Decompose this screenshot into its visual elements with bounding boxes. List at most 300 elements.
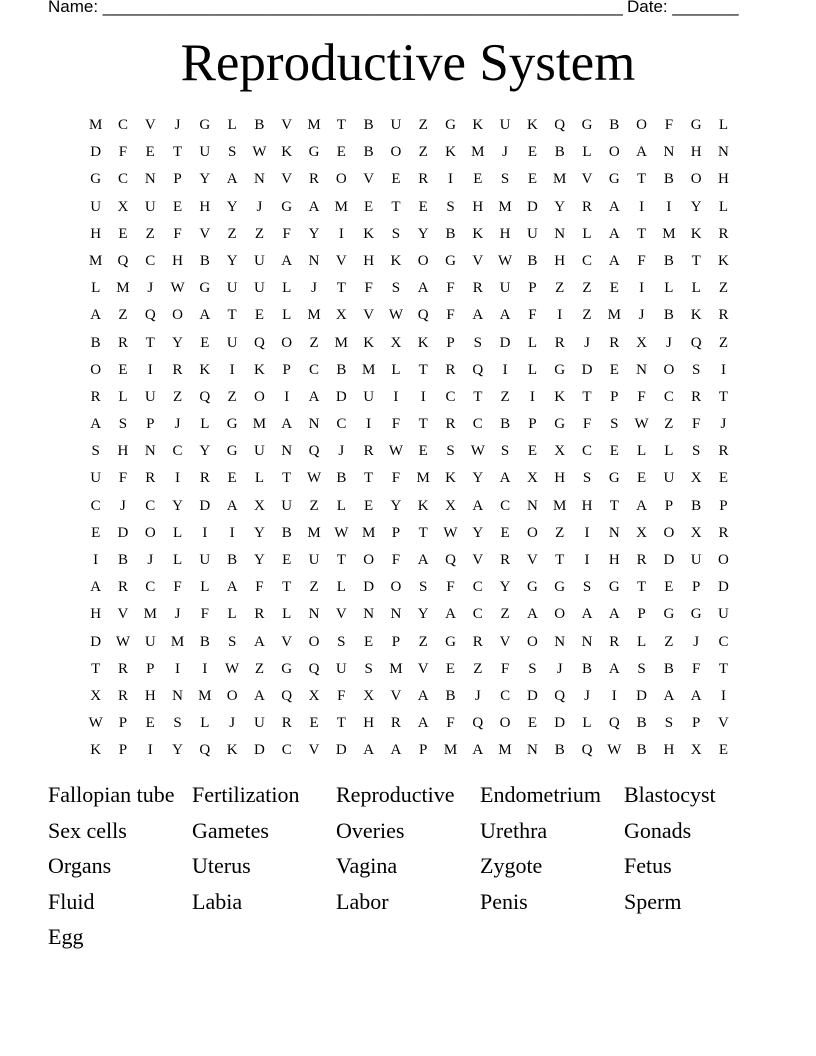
word-bank (48, 780, 768, 958)
grid-letter: L (227, 606, 237, 623)
grid-letter: A (199, 307, 211, 324)
grid-letter: C (90, 497, 101, 514)
grid-letter: Z (254, 660, 265, 677)
grid-letter: G (281, 660, 293, 677)
grid-letter: X (690, 470, 702, 487)
grid-letter: W (388, 307, 403, 324)
grid-letter: N (308, 606, 320, 623)
grid-letter: I (720, 687, 726, 704)
word-bank-item: Fallopian tube (48, 782, 175, 807)
grid-letter: P (719, 497, 728, 514)
grid-letter: T (418, 524, 428, 541)
grid-letter: M (170, 633, 185, 650)
grid-letter: V (363, 307, 375, 324)
grid-letter: A (636, 144, 647, 161)
grid-letter: H (363, 252, 375, 269)
grid-letter: S (610, 416, 619, 433)
grid-letter: S (91, 443, 100, 460)
grid-letter: A (226, 579, 238, 596)
grid-letter: D (526, 198, 538, 215)
grid-letter: H (690, 144, 702, 161)
grid-letter: S (692, 443, 701, 460)
grid-letter: D (663, 552, 675, 568)
grid-letter: B (445, 225, 456, 242)
grid-letter: H (581, 497, 593, 514)
grid-letter: N (281, 443, 293, 460)
grid-letter: T (172, 144, 183, 161)
grid-letter: S (582, 470, 592, 487)
grid-letter: W (88, 715, 103, 732)
grid-letter: J (147, 280, 154, 297)
grid-letter: A (608, 252, 620, 269)
grid-letter: Y (226, 198, 238, 215)
grid-letter: Q (581, 742, 593, 759)
grid-letter: L (664, 443, 674, 460)
grid-letter: P (446, 334, 455, 351)
grid-letter: N (363, 606, 375, 623)
grid-letter: Q (554, 687, 566, 704)
grid-letter: B (663, 307, 674, 324)
grid-letter: J (693, 633, 700, 650)
grid-letter: P (391, 633, 401, 650)
word-bank-item: Egg (48, 924, 84, 950)
grid-letter: O (90, 361, 102, 378)
grid-letter: L (200, 416, 210, 433)
grid-letter: A (226, 497, 238, 514)
grid-letter: E (527, 144, 537, 161)
grid-letter: D (90, 633, 102, 650)
grid-letter: K (363, 334, 375, 351)
grid-letter: H (472, 198, 484, 215)
grid-letter: M (143, 606, 157, 623)
grid-letter: A (636, 497, 647, 514)
grid-letter: R (636, 552, 647, 568)
grid-letter: A (499, 307, 511, 324)
grid-letter: R (718, 524, 729, 541)
grid-letter: A (472, 742, 484, 759)
grid-letter: J (338, 443, 345, 460)
grid-letter: L (118, 388, 128, 405)
grid-letter: X (90, 687, 102, 704)
grid-letter: N (308, 252, 320, 269)
grid-letter: P (528, 416, 537, 433)
grid-letter: Z (582, 307, 592, 324)
grid-letter: E (527, 715, 537, 732)
grid-letter: I (366, 416, 372, 433)
grid-letter: S (692, 361, 701, 378)
grid-letter: A (608, 606, 620, 623)
grid-letter: A (608, 198, 620, 215)
grid-letter: N (663, 144, 675, 161)
grid-letter: A (608, 225, 620, 242)
grid-letter: H (554, 470, 566, 487)
grid-letter: B (117, 552, 128, 568)
grid-letter: W (252, 144, 267, 161)
grid-letter: Q (608, 715, 620, 732)
grid-letter: A (690, 687, 702, 704)
grid-letter: B (363, 144, 374, 161)
grid-letter: L (527, 361, 537, 378)
grid-letter: C (581, 252, 592, 269)
word-bank-item: Overies (336, 817, 405, 843)
grid-letter: T (473, 388, 483, 405)
grid-letter: T (418, 416, 428, 433)
grid-letter: V (144, 117, 156, 133)
grid-letter: D (335, 388, 347, 405)
grid-letter: O (363, 552, 375, 568)
grid-letter: F (446, 715, 455, 732)
grid-letter: K (226, 742, 238, 759)
grid-letter: P (664, 497, 674, 514)
grid-letter: U (526, 225, 538, 242)
grid-letter: V (335, 606, 347, 623)
grid-letter: F (118, 470, 128, 487)
grid-letter: B (336, 470, 347, 487)
grid-letter: F (500, 660, 510, 677)
grid-letter: S (446, 198, 455, 215)
grid-letter: Z (664, 633, 674, 650)
grid-letter: W (470, 443, 485, 460)
grid-letter: H (90, 225, 102, 242)
grid-letter: L (527, 334, 537, 351)
grid-letter: S (391, 225, 401, 242)
grid-letter: U (254, 252, 265, 269)
grid-letter: N (526, 742, 538, 759)
grid-letter: U (690, 552, 702, 568)
grid-letter: Z (418, 144, 428, 161)
word-bank-item: Fluid (48, 888, 95, 914)
grid-letter: K (472, 225, 484, 242)
grid-letter: P (692, 715, 701, 732)
grid-letter: Y (172, 334, 183, 351)
grid-letter: E (200, 334, 210, 351)
grid-letter: I (147, 361, 153, 378)
grid-letter: V (363, 171, 375, 188)
grid-letter: P (146, 660, 155, 677)
grid-letter: R (117, 687, 128, 704)
grid-letter: W (170, 280, 185, 297)
grid-letter: V (117, 606, 129, 623)
grid-letter: X (117, 198, 129, 215)
grid-letter: B (636, 742, 647, 759)
grid-letter: L (282, 280, 292, 297)
grid-letter: N (144, 443, 156, 460)
grid-letter: E (718, 470, 729, 487)
grid-letter: M (553, 171, 567, 188)
grid-letter: L (227, 117, 237, 133)
grid-letter: Z (227, 225, 237, 242)
grid-letter: V (390, 687, 402, 704)
grid-letter: T (145, 334, 155, 351)
grid-letter: U (281, 497, 293, 514)
grid-letter: B (90, 334, 101, 351)
grid-letter: J (174, 117, 181, 133)
grid-letter: R (390, 715, 401, 732)
grid-letter: N (526, 497, 538, 514)
grid-letter: A (417, 715, 429, 732)
grid-letter: I (639, 198, 645, 215)
grid-letter: R (718, 225, 729, 242)
grid-letter: H (608, 552, 620, 568)
grid-letter: Y (226, 252, 238, 269)
grid-letter: F (528, 307, 537, 324)
grid-letter: E (527, 171, 537, 188)
grid-letter: B (527, 252, 538, 269)
grid-letter: T (637, 171, 647, 188)
grid-letter: L (637, 443, 647, 460)
grid-letter: U (499, 117, 511, 133)
word-bank-item: Fetus (624, 853, 672, 879)
grid-letter: Y (199, 171, 211, 188)
grid-letter: L (282, 307, 292, 324)
grid-letter: J (502, 144, 509, 161)
grid-letter: J (229, 715, 236, 732)
grid-letter: V (281, 633, 293, 650)
grid-letter: C (145, 252, 156, 269)
grid-letter: I (93, 552, 99, 568)
grid-letter: K (90, 742, 102, 759)
grid-letter: V (472, 252, 484, 269)
grid-letter: Z (664, 416, 674, 433)
grid-letter: H (199, 198, 211, 215)
grid-letter: G (226, 443, 238, 460)
grid-letter: Z (718, 280, 729, 297)
grid-letter: F (200, 606, 209, 623)
grid-letter: I (229, 361, 235, 378)
grid-letter: B (663, 171, 674, 188)
word-bank-item: Penis (480, 888, 528, 914)
grid-letter: H (718, 171, 729, 188)
grid-letter: E (145, 144, 155, 161)
grid-letter: R (718, 307, 729, 324)
grid-letter: Q (308, 443, 320, 460)
grid-letter: R (609, 334, 620, 351)
grid-letter: F (664, 117, 674, 133)
grid-letter: T (609, 497, 619, 514)
word-bank-item: Gonads (624, 817, 692, 843)
grid-letter: S (227, 144, 237, 161)
grid-letter: O (417, 252, 429, 269)
grid-letter: K (199, 361, 211, 378)
grid-letter: I (611, 687, 617, 704)
grid-letter: L (664, 280, 674, 297)
grid-letter: B (691, 497, 702, 514)
grid-letter: F (391, 416, 401, 433)
grid-letter: G (690, 117, 702, 133)
grid-letter: G (581, 117, 593, 133)
grid-letter: T (718, 660, 729, 677)
grid-letter: X (526, 470, 538, 487)
grid-letter: O (390, 579, 402, 596)
grid-letter: M (307, 117, 321, 133)
grid-letter: Y (499, 579, 511, 596)
grid-letter: F (637, 388, 646, 405)
grid-letter: G (445, 633, 456, 650)
grid-letter: J (556, 660, 563, 677)
grid-letter: E (364, 633, 374, 650)
grid-letter: O (526, 524, 538, 541)
grid-letter: I (175, 660, 181, 677)
word-bank-item: Labia (192, 888, 243, 914)
grid-letter: T (582, 388, 592, 405)
grid-letter: U (199, 552, 211, 568)
grid-letter: U (718, 606, 729, 623)
grid-letter: W (225, 660, 240, 677)
word-bank-item: Labor (336, 888, 389, 914)
grid-letter: Z (254, 225, 265, 242)
grid-letter: Y (308, 225, 320, 242)
grid-letter: F (173, 579, 182, 596)
grid-letter: C (309, 361, 320, 378)
grid-letter: Z (473, 660, 483, 677)
grid-letter: P (282, 361, 291, 378)
grid-letter: I (420, 388, 426, 405)
grid-letter: L (91, 280, 101, 297)
grid-letter: L (336, 497, 346, 514)
word-bank-item: Fertilization (192, 782, 300, 807)
grid-letter: G (554, 579, 566, 596)
grid-letter: K (526, 117, 538, 133)
grid-letter: G (199, 117, 211, 133)
grid-letter: X (636, 334, 647, 351)
grid-letter: F (446, 280, 455, 297)
grid-letter: R (445, 416, 456, 433)
grid-letter: U (308, 552, 320, 568)
grid-letter: U (499, 280, 511, 297)
grid-letter: A (417, 552, 429, 568)
grid-letter: P (118, 742, 128, 759)
grid-letter: B (663, 660, 674, 677)
grid-letter: S (446, 443, 455, 460)
grid-letter: E (391, 171, 401, 188)
grid-letter: P (692, 579, 701, 596)
grid-letter: F (637, 252, 646, 269)
grid-letter: M (498, 742, 512, 759)
grid-letter: L (200, 579, 210, 596)
grid-letter: I (338, 225, 344, 242)
grid-letter: T (282, 579, 292, 596)
grid-letter: T (336, 117, 346, 133)
grid-letter: M (252, 416, 267, 433)
grid-letter: N (608, 524, 620, 541)
grid-letter: E (364, 198, 374, 215)
grid-letter: B (199, 633, 210, 650)
name-field-label: Name: _______________________________________________________ (48, 0, 623, 16)
grid-letter: L (718, 117, 729, 133)
grid-letter: Y (254, 524, 265, 541)
grid-letter: X (254, 497, 265, 514)
grid-letter: V (199, 225, 211, 242)
grid-letter: C (718, 633, 729, 650)
grid-letter: Q (445, 552, 456, 568)
grid-letter: Z (118, 307, 128, 324)
grid-letter: B (609, 117, 620, 133)
grid-letter: C (581, 443, 592, 460)
grid-letter: U (226, 334, 238, 351)
grid-letter: U (144, 198, 156, 215)
grid-letter: E (718, 742, 729, 759)
grid-letter: K (363, 225, 375, 242)
grid-letter: W (498, 252, 513, 269)
word-bank-item: Gametes (192, 817, 269, 843)
grid-letter: J (174, 416, 181, 433)
grid-letter: S (500, 171, 510, 188)
grid-letter: V (417, 660, 429, 677)
grid-letter: G (663, 606, 675, 623)
grid-letter: L (254, 470, 265, 487)
grid-letter: I (202, 660, 208, 677)
grid-letter: E (445, 660, 456, 677)
grid-letter: C (663, 388, 674, 405)
grid-letter: I (502, 361, 508, 378)
grid-letter: I (584, 524, 590, 541)
grid-letter: X (690, 524, 702, 541)
grid-letter: O (526, 633, 538, 650)
grid-letter: B (199, 252, 210, 269)
grid-letter: N (718, 144, 729, 161)
grid-letter: U (144, 388, 156, 405)
grid-letter: R (309, 171, 320, 188)
grid-letter: M (334, 334, 348, 351)
grid-letter: S (528, 660, 537, 677)
grid-letter: H (499, 225, 511, 242)
grid-letter: N (308, 416, 320, 433)
grid-letter: F (692, 660, 701, 677)
grid-letter: E (364, 497, 374, 514)
grid-letter: O (226, 687, 238, 704)
grid-letter: A (472, 307, 484, 324)
grid-letter: L (391, 361, 401, 378)
grid-letter: J (147, 552, 154, 568)
grid-letter: G (281, 198, 293, 215)
grid-letter: F (255, 579, 264, 596)
grid-letter: B (254, 117, 265, 133)
grid-letter: E (309, 715, 319, 732)
grid-letter: X (363, 687, 375, 704)
grid-letter: Z (555, 280, 565, 297)
grid-letter: Z (309, 579, 319, 596)
grid-letter: R (363, 443, 374, 460)
word-bank-item: Organs (48, 853, 112, 879)
grid-letter: F (692, 416, 701, 433)
grid-letter: S (364, 660, 373, 677)
grid-letter: M (88, 252, 103, 269)
grid-letter: H (172, 252, 183, 269)
grid-letter: X (690, 742, 702, 759)
grid-letter: K (718, 252, 729, 269)
grid-letter: J (174, 606, 181, 623)
grid-letter: S (337, 633, 346, 650)
grid-letter: E (118, 361, 128, 378)
grid-letter: C (117, 117, 128, 133)
grid-letter: O (254, 388, 265, 405)
grid-letter: A (226, 171, 238, 188)
grid-letter: Q (254, 334, 265, 351)
grid-letter: M (498, 198, 512, 215)
grid-letter: U (363, 388, 375, 405)
grid-letter: S (419, 579, 428, 596)
grid-letter: C (472, 416, 483, 433)
grid-letter: I (584, 552, 590, 568)
grid-letter: G (308, 144, 320, 161)
grid-letter: S (500, 443, 510, 460)
grid-letter: A (308, 388, 320, 405)
grid-letter: R (554, 334, 565, 351)
grid-letter: F (446, 307, 455, 324)
grid-letter: S (637, 660, 646, 677)
grid-letter: D (554, 715, 566, 732)
grid-letter: A (281, 416, 293, 433)
